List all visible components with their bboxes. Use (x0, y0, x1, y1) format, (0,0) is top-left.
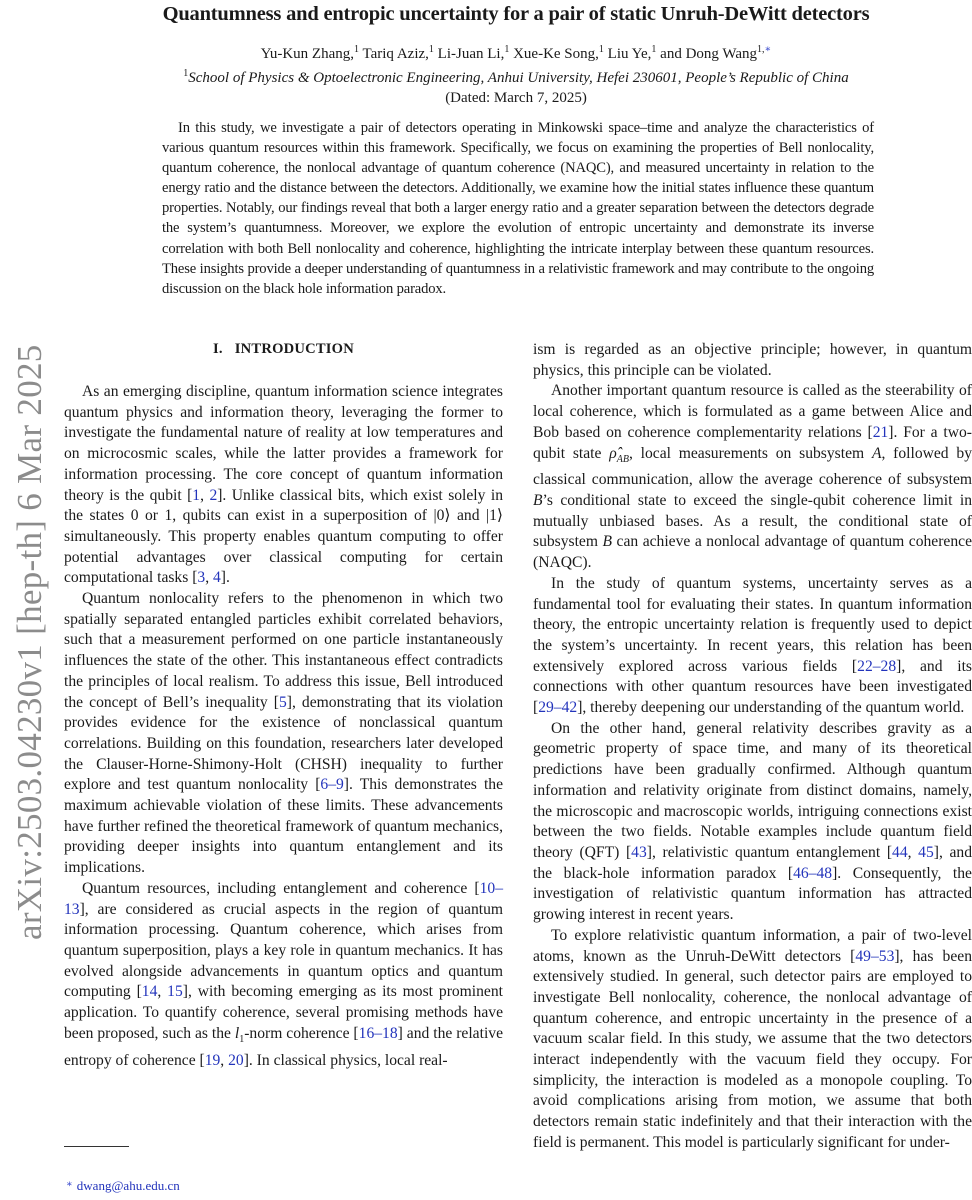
citation-link[interactable]: 22–28 (857, 657, 897, 675)
author-name: Yu-Kun Zhang, (260, 46, 354, 62)
citation-link[interactable]: 15 (167, 983, 183, 1001)
math-symbol: B (533, 492, 543, 510)
math-symbol: A (871, 444, 882, 462)
citation-link[interactable]: 10–13 (64, 879, 503, 918)
paragraph: Quantum nonlocality refers to the phenomenon in which two spatially separated entangled particles exhibit correlated behaviors, such that a measurement performed on one particle instantaneously influences the state of the other. This instantaneous effect contradicts the principles of local realism. To address this issue, Bell introduced the concept of Bell’s inequality [5], demonstrating that its violation provides evidence for the existence of nonclassical quantum correlations. Building on this foundation, researchers later developed the Clauser-Horne-Shimony-Holt (CHSH) inequality to further explore and test quantum nonlocality [6–9]. This demonstrates the maximum achievable violation of these limits. These advancements have further refined the theoretical framework of quantum mechanics, providing deeper insights into quantum entanglement and its implications. (64, 590, 503, 877)
affiliation (60, 68, 972, 88)
dated-line: (Dated: March 7, 2025) (445, 90, 587, 106)
author-affil-sup: 1 (428, 44, 434, 55)
paragraph: In the study of quantum systems, uncertainty serves as a fundamental tool for evaluating their states. In quantum information theory, the entropic uncertainty relation is frequently used to depict the system’s uncertainty. In recent years, this relation has been extensively explored across various fields [22–28], and its connections with other quantum resources have been investigated [29–42], thereby deepening our understanding of the quantum world. (533, 574, 972, 717)
author-affil-sup (757, 44, 771, 55)
citation-link[interactable]: 4 (212, 569, 221, 587)
paragraph: On the other hand, general relativity describes gravity as a geometric property of space time, and many of its theoretical predictions have been gradually confirmed. Although quantum information and relativity originate from distinct domains, namely, the microscopic and macroscopic worlds, intriguing connections exist between the two fields. Notable examples include quantum field theory (QFT) [43], relativistic quantum entanglement [44, 45], and the black-hole information paradox [46–48]. Consequently, the investigation of relativistic quantum information has attracted growing interest in recent years. (533, 719, 972, 924)
citation-link[interactable]: 1 (192, 486, 201, 504)
math-subscript: AB (616, 453, 629, 465)
paper-title: Quantumness and entropic uncertainty for a pair of static Unruh-DeWitt detectors (162, 3, 870, 25)
affiliation-text: School of Physics & Optoelectronic Engineering, Anhui University, Hefei 230601, People’s Republic of China (188, 70, 849, 86)
author-name: and Dong Wang (660, 46, 758, 62)
arxiv-identifier-stamp: arXiv:2503.04230v1 [hep-th] 6 Mar 2025 (10, 344, 49, 940)
author-name: Tariq Aziz, (362, 46, 429, 62)
email-link[interactable]: dwang@ahu.edu.cn (76, 1178, 180, 1193)
author-affil-sup: 1 (354, 44, 359, 55)
abstract: In this study, we investigate a pair of detectors operating in Minkowski space–time and analyze the characteristics of various quantum resources within this framework. Specifically, we focus on examining the properties of Bell nonlocality, quantum coherence, the nonlocal advantage of quantum coherence (NAQC), and measured uncertainty in relation to the energy ratio and the distance between the detectors. Additionally, we examine how the initial states influence these quantum properties. Notably, our findings reveal that both a larger energy ratio and a greater separation between the detectors degrade the system’s quantumness. Moreover, we explore the evolution of entropic uncertainty and demonstrate its inverse correlation with both Bell nonlocality and coherence, highlighting the intricate interplay between these quantum resources. These insights provide a deeper understanding of quantumness in a relativistic framework and may contribute to the ongoing discussion on the black hole information paradox. (162, 120, 874, 297)
author-list (60, 44, 972, 64)
citation-link[interactable]: 20 (228, 1051, 244, 1069)
section-title: INTRODUCTION (234, 341, 354, 357)
author-affil-sup: 1 (504, 44, 510, 55)
citation-link[interactable]: 49–53 (855, 947, 895, 965)
citation-link[interactable]: 6–9 (320, 776, 344, 794)
author-name: Xue-Ke Song, (513, 46, 599, 62)
citation-link[interactable]: 43 (631, 843, 647, 861)
footnote-divider (64, 1146, 129, 1147)
paragraph: Quantum resources, including entanglement and coherence [10–13], are considered as crucial aspects in the region of quantum information processing. Quantum coherence, which arises from quantum superposition, plays a key role in quantum mechanics. It has evolved alongside advancements in quantum optics and quantum computing [14, 15], with becoming emerging as its most prominent application. To quantify coherence, several promising methods have been proposed, such as the $l_1$-norm coherence [16–18] and the relative entropy of coherence [19, 20]. In classical physics, local real- (64, 879, 503, 1069)
citation-link[interactable]: 45 (918, 843, 934, 861)
affiliation-sup: 1 (183, 68, 189, 79)
citation-link[interactable]: 46–48 (793, 864, 833, 882)
paragraph: Another important quantum resource is called as the steerability of local coherence, which is formulated as a game between Alice and Bob based on coherence complementarity relations [21]. For a two-qubit state $\rhô_{AB}$, local measurements on subsystem A, followed by classical communication, allow the average coherence of subsystem B’s conditional state to exceed the single-qubit coherence limit in mutually unbiased bases. As a result, the conditional state of subsystem B can achieve a nonlocal advantage of quantum coherence (NAQC). (533, 382, 972, 572)
citation-link[interactable]: 19 (204, 1051, 221, 1069)
citation-link[interactable]: 5 (278, 693, 287, 711)
affil-number: 1, (757, 44, 765, 55)
citation-link[interactable]: 14 (141, 983, 158, 1001)
citation-link[interactable]: 29–42 (538, 699, 578, 717)
left-column (64, 338, 503, 1071)
section-heading (64, 338, 503, 360)
citation-link[interactable]: 3 (197, 569, 206, 587)
footnote (66, 1177, 180, 1194)
author-affil-sup: 1 (598, 44, 604, 55)
citation-link[interactable]: 21 (872, 423, 889, 441)
paragraph: As an emerging discipline, quantum information science integrates quantum physics and information theory, leveraging the former to investigate the fundamental nature of reality at low temperatures and on microcosmic scales, while the latter provides a framework for information processing. The core concept of quantum information theory is the qubit [1, 2]. Unlike classical bits, which exist solely in the states 0 or 1, qubits can exist in a superposition of |0⟩ and |1⟩ simultaneously. This property enables quantum computing to offer potential advantages over classical computing for certain computational tasks [3, 4]. (64, 383, 504, 587)
citation-link[interactable]: 16–18 (358, 1024, 398, 1042)
right-column (533, 340, 972, 1154)
math-subscript: 1 (239, 1033, 245, 1045)
math-symbol: B (602, 533, 613, 551)
footnote-mark: ∗ (66, 1179, 73, 1190)
author-name: Li-Juan Li, (437, 46, 505, 62)
math-symbol: l (234, 1024, 240, 1042)
author-affil-sup: 1 (651, 44, 657, 55)
citation-link[interactable]: 2 (209, 486, 218, 504)
citation-link[interactable]: 44 (892, 843, 908, 861)
paragraph: To explore relativistic quantum information, a pair of two-level atoms, known as the Unruh-DeWitt detectors [49–53], has been extensively studied. In general, such detector pairs are employed to investigate Bell nonlocality, coherence, the nonlocal advantage of quantum coherence, and entropic uncertainty in the presence of a vacuum scalar field. In this study, we assume that the two detectors interact independently with the vacuum field they occupy. For simplicity, the interaction is modeled as a monopole coupling. To avoid complications arising from motion, we assume that both detectors remain static indefinitely and that their interaction with the field is permanent. This model is particularly significant for under- (533, 926, 972, 1151)
paragraph: ism is regarded as an objective principle; however, in quantum physics, this principle can be violated. (533, 341, 972, 379)
corresponding-author-link[interactable]: ∗ (764, 44, 772, 55)
author-name: Liu Ye, (607, 46, 652, 62)
section-number: I. (213, 341, 223, 357)
math-symbol: ρ̂ (609, 444, 617, 462)
